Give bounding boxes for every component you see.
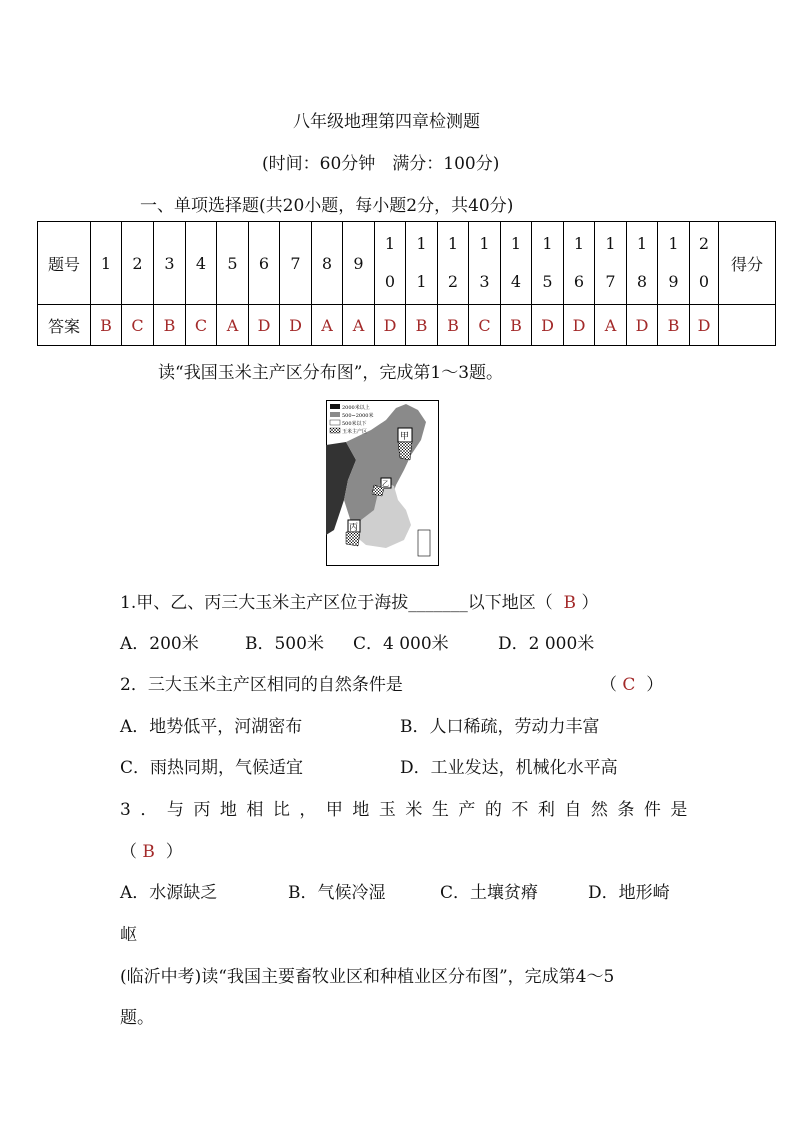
answer-cell: D [564,305,595,346]
question-number-cell: 9 [343,222,375,305]
q3-option-b: B．气候冷湿 [288,883,386,903]
q1-answer: B [563,593,577,613]
question-number-cell: 6 [249,222,280,305]
corn-production-map [326,400,439,566]
q2-option-c: C．雨热同期，气候适宜 [120,758,304,778]
answer-cell: D [627,305,658,346]
map-label-yi: 乙 [382,480,389,488]
table-row-answers [38,305,776,346]
answer-cell: B [658,305,690,346]
question-number-cell: 1 4 [501,222,532,305]
legend-label-1: 2000米以上 [342,405,370,411]
q1-option-c: C．4 000米 [353,634,449,654]
q2-answer-bracket [600,670,663,695]
q2-open: （ [600,675,617,695]
question-number-cell: 1 1 [406,222,438,305]
intro-question-1-3: 读“我国玉米主产区分布图”，完成第1～3题。 [158,363,504,383]
question-number-cell: 1 7 [595,222,627,305]
q3-option-c: C．土壤贫瘠 [440,883,539,903]
map-region-jia [398,442,412,460]
question-number-cell: 8 [312,222,343,305]
answer-cell: C [186,305,217,346]
exam-info: (时间：60分钟 满分：100分) [262,154,500,174]
q1-blank: _______ [408,593,468,613]
intro-question-4-5-wrap: 题。 [120,1008,154,1028]
question-number-cell: 3 [154,222,186,305]
q2-option-b: B．人口稀疏，劳动力丰富 [400,717,600,737]
answer-cell: B [501,305,532,346]
answer-cell: B [154,305,186,346]
question-number-cell: 1 8 [627,222,658,305]
q2-answer: C [622,675,636,695]
intro-question-4-5: (临沂中考)读“我国主要畜牧业区和种植业区分布图”，完成第4～5 [120,967,615,987]
legend-swatch-1 [330,404,340,409]
question-1 [120,588,598,613]
answer-cell: A [595,305,627,346]
question-number-cell: 5 [217,222,249,305]
q1-option-d: D．2 000米 [498,634,595,654]
q3-option-d-wrap: 岖 [120,925,137,945]
q1-option-a: A．200米 [120,634,199,654]
q3-open: （ [120,842,137,862]
legend-swatch-2 [330,412,340,417]
answer-cell: A [217,305,249,346]
table-row-numbers [38,222,776,305]
map-region-bing [346,532,360,546]
q3-close: ） [165,842,183,862]
q2-option-a: A．地势低平，河湖密布 [120,717,303,737]
q1-stem-a: 1.甲、乙、丙三大玉米主产区位于海拔 [120,593,409,613]
q2-option-d: D．工业发达，机械化水平高 [400,758,618,778]
question-number-cell: 2 0 [690,222,719,305]
legend-label-3: 500米以下 [342,421,367,427]
answer-cell: D [280,305,312,346]
legend-label-2: 500~2000米 [342,413,374,419]
q3-answer: B [142,842,155,862]
question-number-cell: 7 [280,222,312,305]
question-3: 3．与丙地相比，甲地玉米生产的不利自然条件是 [120,800,697,820]
question-number-cell: 1 2 [438,222,469,305]
answer-cell: D [375,305,406,346]
question-number-cell: 1 6 [564,222,595,305]
answer-cell: D [249,305,280,346]
answer-cell: C [469,305,501,346]
question-number-cell: 1 [91,222,122,305]
answer-table [37,221,776,346]
q3-option-d: D．地形崎 [588,883,670,903]
q1-stem-b: 以下地区（ [467,593,553,613]
row-label-answers: 答案 [38,305,91,346]
answer-cell: C [122,305,154,346]
answer-cell: B [91,305,122,346]
answer-cell: A [343,305,375,346]
answer-cell: D [532,305,564,346]
question-number-cell: 2 [122,222,154,305]
question-number-cell: 1 3 [469,222,501,305]
answer-cell: D [690,305,719,346]
question-number-cell: 4 [186,222,217,305]
q3-answer-bracket [120,837,183,862]
answer-cell: B [438,305,469,346]
question-2: 2．三大玉米主产区相同的自然条件是 [120,675,403,695]
q2-close: ） [646,675,664,695]
page-title: 八年级地理第四章检测题 [293,112,480,132]
q1-option-b: B．500米 [245,634,324,654]
row-label-numbers: 题号 [38,222,91,305]
score-value-cell[interactable] [719,305,776,346]
legend-label-4: 玉米主产区 [342,429,368,435]
answer-cell: B [406,305,438,346]
question-number-cell: 1 5 [532,222,564,305]
question-number-cell: 1 0 [375,222,406,305]
q1-close: ） [581,593,599,613]
question-number-cell: 1 9 [658,222,690,305]
map-label-jia: 甲 [400,432,410,442]
answer-cell: A [312,305,343,346]
q3-option-a: A．水源缺乏 [120,883,218,903]
score-header-cell: 得分 [719,222,776,305]
legend-swatch-4 [330,428,340,433]
legend-swatch-3 [330,420,340,425]
section-heading: 一、单项选择题(共20小题，每小题2分，共40分) [140,196,514,216]
map-label-bing: 丙 [349,523,359,533]
